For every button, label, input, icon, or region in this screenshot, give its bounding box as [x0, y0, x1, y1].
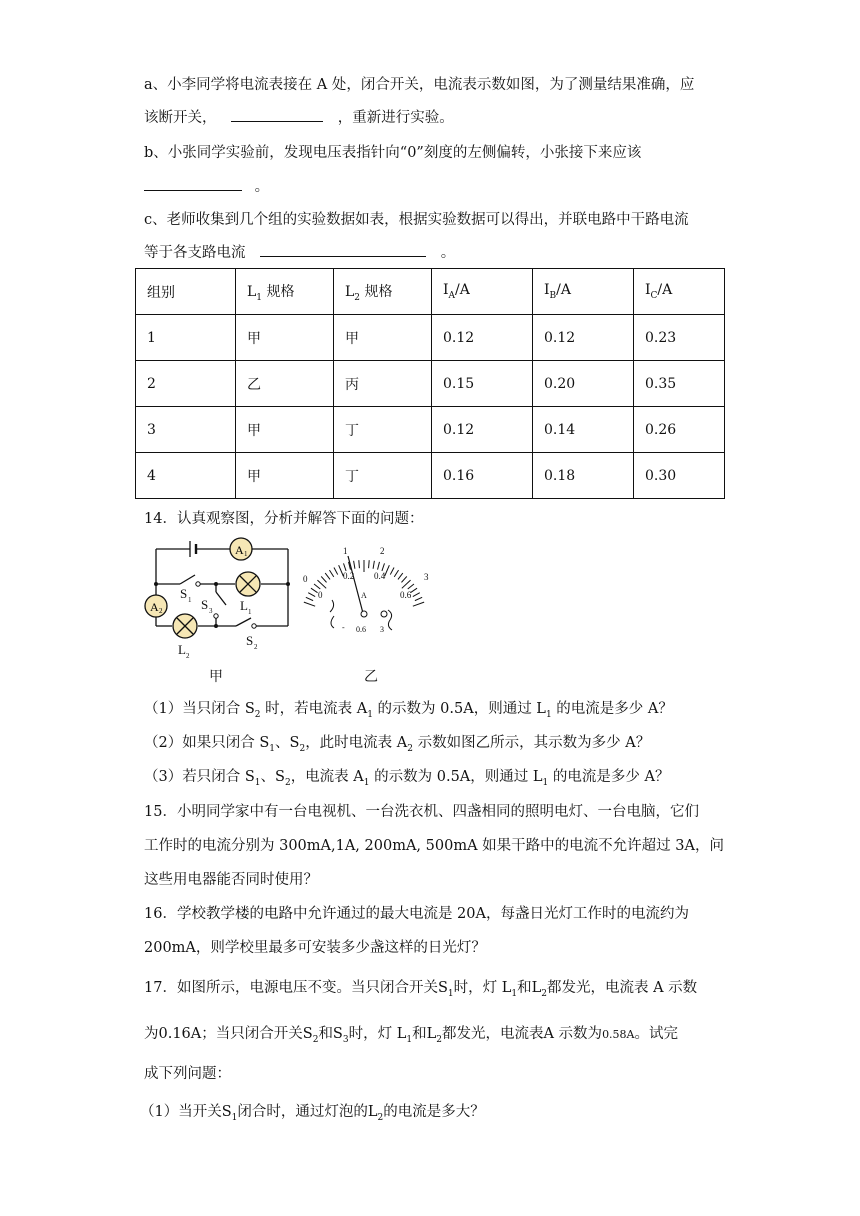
table-cell: 0.12 — [432, 407, 533, 453]
q14-part2: （2）如果只闭合 $S_1$、$S_2$，此时电流表 $A_2$ 示数如图乙所示，其示数为多少 A？ — [144, 735, 651, 754]
table-cell: 0.16 — [432, 453, 533, 499]
dial-tick — [390, 567, 394, 574]
table-row — [136, 407, 725, 453]
q13-b-answer-blank[interactable] — [144, 176, 242, 191]
dial-tick — [359, 560, 360, 568]
dial-tick — [344, 563, 347, 571]
dial-tick — [398, 573, 403, 579]
svg-text:1: 1 — [244, 550, 248, 558]
svg-text:2: 2 — [159, 607, 163, 615]
dial-tick — [378, 562, 380, 570]
q15-line2: 工作时的电流分别为 300mA,1A, 200mA, 500mA 如果干路中的电流不允许超过 3A，问 — [144, 838, 724, 854]
table-row — [136, 361, 725, 407]
table-cell: 0.23 — [634, 315, 725, 361]
dial-tick — [373, 561, 374, 569]
svg-text:0.2: 0.2 — [343, 571, 355, 581]
table-cell: 4 — [136, 453, 236, 499]
svg-text:0.6: 0.6 — [356, 625, 366, 634]
table-cell: 甲 — [236, 315, 334, 361]
table-cell: 甲 — [236, 453, 334, 499]
q13-a-line2 — [144, 106, 454, 127]
svg-text:S: S — [246, 633, 254, 648]
dial-tick — [304, 602, 315, 606]
svg-text:L: L — [178, 642, 186, 657]
svg-text:-: - — [342, 623, 345, 632]
dial-tick — [321, 576, 326, 582]
dial-tick — [369, 560, 370, 568]
header-ia: $I_A/A$ — [432, 269, 533, 315]
header-ib: $I_B/A$ — [533, 269, 634, 315]
dial-tick — [317, 580, 326, 588]
q13-a-line1: a、小李同学将电流表接在 A 处，闭合开关，电流表示数如图，为了测量结果准确，应 — [144, 77, 695, 93]
q14-part1: （1）当只闭合 $S_2$ 时，若电流表 $A_1$ 的示数为 0.5A，则通过 $L_1$ 的电流是多少 A？ — [144, 701, 673, 720]
q13-b-line2 — [144, 175, 269, 196]
table-cell: 0.14 — [533, 407, 634, 453]
svg-text:0.4: 0.4 — [374, 571, 386, 581]
table-cell: 0.30 — [634, 453, 725, 499]
table-cell: 丙 — [334, 361, 432, 407]
table-cell: 0.15 — [432, 361, 533, 407]
circuit-diagram — [140, 532, 300, 660]
lamp-l2-icon — [173, 614, 197, 638]
figure-a-label: 甲 — [209, 669, 223, 685]
q17-line3: 成下列问题： — [144, 1066, 231, 1082]
svg-text:2: 2 — [380, 546, 385, 556]
svg-text:0: 0 — [303, 574, 308, 584]
data-table — [135, 268, 725, 499]
q13-a-line2-post: ，重新进行实验。 — [337, 110, 454, 126]
q14-title: 14．认真观察图，分析并解答下面的问题： — [144, 511, 424, 527]
dial-tick — [413, 593, 420, 597]
table-cell: 甲 — [334, 315, 432, 361]
q16-line2: 200mA，则学校里最多可安装多少盏这样的日光灯？ — [144, 940, 486, 956]
header-group: 组别 — [136, 269, 236, 315]
table-cell: 0.18 — [533, 453, 634, 499]
dial-tick — [382, 563, 385, 571]
svg-text:2: 2 — [186, 652, 190, 660]
q16-line1: 16．学校教学楼的电路中允许通过的最大电流是 20A，每盏日光灯工作时的电流约为 — [144, 906, 689, 922]
q13-c-line1: c、老师收集到几个组的实验数据如表，根据实验数据可以得出，并联电路中干路电流 — [144, 212, 689, 228]
dial-tick — [401, 576, 406, 582]
svg-text:L: L — [240, 598, 248, 613]
dial-tick — [314, 584, 320, 589]
svg-text:0: 0 — [318, 590, 323, 600]
q17-line2: 为0.16A；当只闭合开关$S_2$和$S_3$时，灯 $L_1$和$L_2$都发光，电流表A 示数为0.58A。试完 — [144, 1026, 678, 1045]
q17-line1: 17．如图所示，电源电压不变。当只闭合开关$S_1$时，灯 $L_1$和$L_2$都发光，电流表 A 示数 — [144, 980, 698, 999]
q13-c-line2 — [144, 241, 455, 262]
table-cell: 0.20 — [533, 361, 634, 407]
svg-text:A: A — [235, 543, 244, 557]
table-cell: 甲 — [236, 407, 334, 453]
svg-text:A: A — [361, 591, 367, 600]
table-cell: 3 — [136, 407, 236, 453]
table-cell: 1 — [136, 315, 236, 361]
lamp-l1-icon — [236, 572, 260, 596]
figure-b-label: 乙 — [364, 669, 378, 685]
q14-part3: （3）若只闭合 $S_1$、$S_2$，电流表 $A_1$ 的示数为 0.5A，则通过 $L_1$ 的电流是多少 A？ — [144, 769, 670, 788]
dial-tick — [329, 570, 333, 577]
table-header-row — [136, 269, 725, 315]
dial-tick — [408, 584, 414, 589]
q13-a-line2-pre: 该断开关， — [144, 110, 217, 126]
svg-text:1: 1 — [248, 608, 252, 616]
dial-tick — [354, 561, 355, 569]
svg-text:S: S — [201, 597, 209, 612]
svg-text:3: 3 — [424, 572, 429, 582]
dial-tick — [413, 602, 424, 606]
q13-c-line2-post: 。 — [440, 245, 456, 261]
svg-text:S: S — [180, 586, 188, 601]
header-ic: $I_C/A$ — [634, 269, 725, 315]
dial-tick — [306, 597, 313, 600]
dial-tick — [308, 593, 315, 597]
svg-text:1: 1 — [188, 596, 192, 604]
q13-b-line1: b、小张同学实验前，发现电压表指针向“0”刻度的左侧偏转，小张接下来应该 — [144, 145, 642, 161]
dial-tick — [410, 588, 417, 592]
dial-tick — [385, 565, 390, 576]
dial-tick — [415, 597, 422, 600]
dial-tick — [311, 588, 318, 592]
table-cell: 0.12 — [432, 315, 533, 361]
dial-tick — [334, 567, 338, 574]
table-cell: 丁 — [334, 407, 432, 453]
table-cell: 乙 — [236, 361, 334, 407]
ammeter-dial — [300, 542, 435, 637]
svg-text:3: 3 — [380, 625, 384, 634]
table-cell: 2 — [136, 361, 236, 407]
dial-tick — [325, 573, 330, 579]
header-l2-spec: $L_2$ 规格 — [334, 269, 432, 315]
q13-c-answer-blank[interactable] — [260, 242, 426, 257]
table-cell: 0.35 — [634, 361, 725, 407]
q13-c-line2-pre: 等于各支路电流 — [144, 245, 246, 261]
q13-b-line2-post: 。 — [254, 179, 270, 195]
svg-text:1: 1 — [343, 546, 348, 556]
svg-text:A: A — [150, 600, 159, 614]
svg-text:0.6: 0.6 — [400, 590, 412, 600]
table-cell: 0.12 — [533, 315, 634, 361]
table-row — [136, 453, 725, 499]
q15-line3: 这些用电器能否同时使用？ — [144, 872, 318, 888]
svg-text:2: 2 — [254, 643, 258, 651]
table-cell: 0.26 — [634, 407, 725, 453]
q15-line1: 15．小明同学家中有一台电视机、一台洗衣机、四盏相同的照明电灯、一台电脑，它们 — [144, 804, 699, 820]
table-cell: 丁 — [334, 453, 432, 499]
q17-part1: （1）当开关$S_1$闭合时，通过灯泡的$L_2$的电流是多大？ — [140, 1104, 485, 1123]
table-row — [136, 315, 725, 361]
svg-text:3: 3 — [209, 607, 213, 615]
q13-a-answer-blank[interactable] — [231, 107, 323, 122]
header-l1-spec: $L_1$ 规格 — [236, 269, 334, 315]
dial-tick — [394, 570, 398, 577]
dial-tick — [402, 580, 411, 588]
